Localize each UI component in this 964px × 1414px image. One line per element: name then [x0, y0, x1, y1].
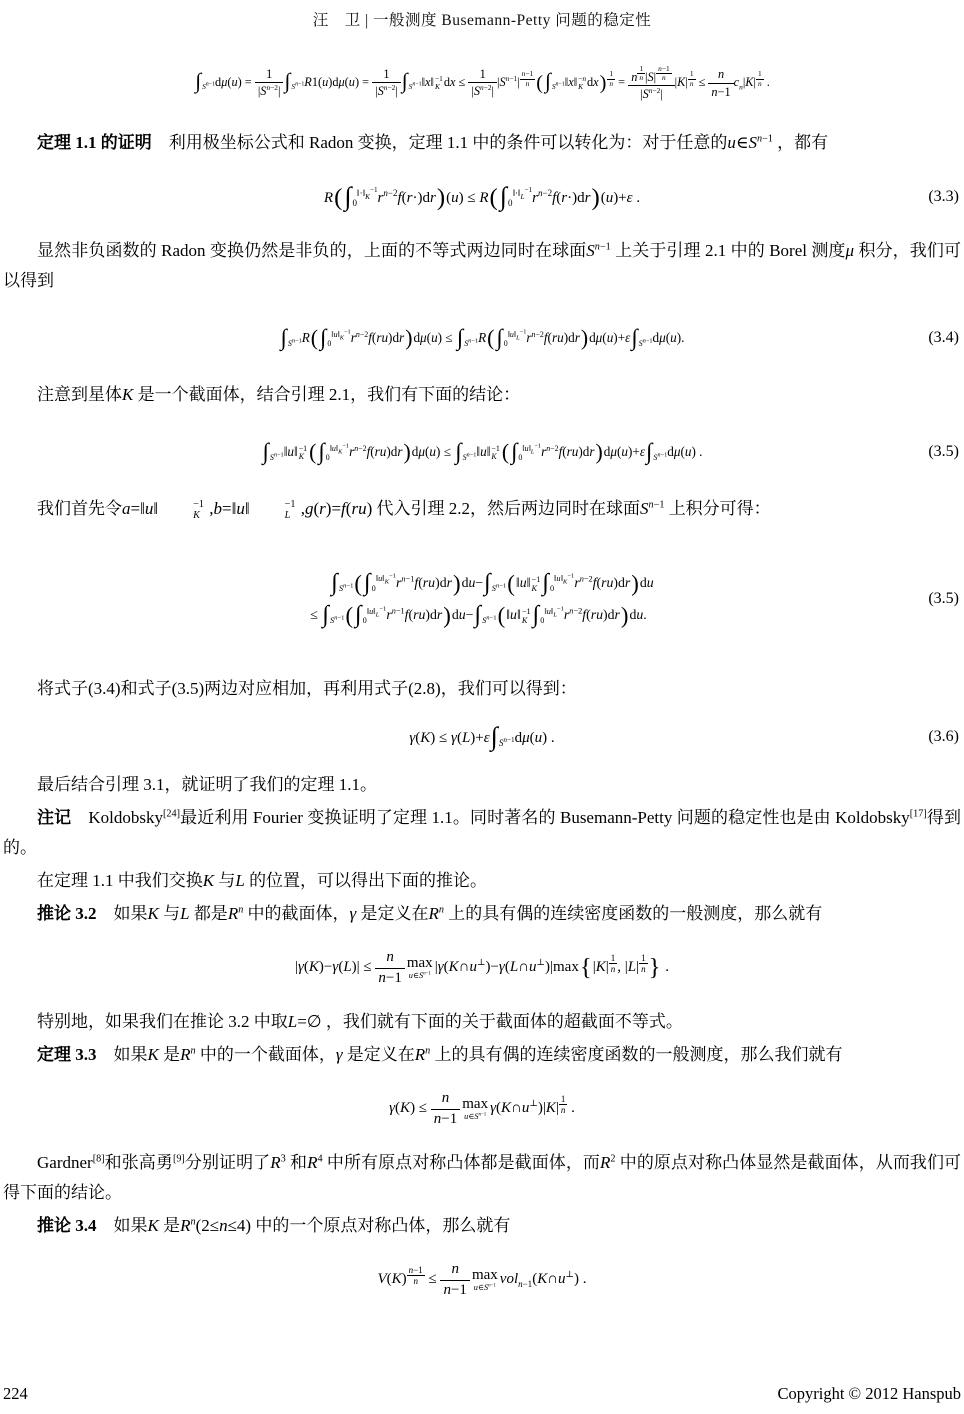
- paragraph-conclusion-proof: 最后结合引理 3.1，就证明了我们的定理 1.1。: [37, 775, 377, 794]
- equation-body: γ(K) ≤ $\frac{n}{n-1}$ max $u\in S^{n-1}$ γ(K∩u⊥)|K| $^{\frac{1}{n}}$ .: [389, 1090, 575, 1127]
- equation-chain-estimate: [3, 44, 961, 122]
- equation-tag: (3.6): [928, 728, 959, 745]
- equation-3-4: [3, 306, 961, 370]
- running-header-title: 汪 卫 | 一般测度 Busemann-Petty 问题的稳定性: [312, 12, 652, 29]
- equation-body: $\gamma(K) \le \gamma(L)+\varepsilon\int_{S^{n-1}}d\mu(u)$ .: [409, 722, 555, 752]
- paragraph-corollary-3-4: 推论 3.4 如果K 是$R^n(2\le n\le 4)$ 中的一个原点对称凸体，那么就有: [37, 1216, 511, 1235]
- paragraph-remark-koldobsky: 注记 Koldobsky[24]最近利用 Fourier 变换证明了定理 1.1。同时著名的 Busemann-Petty 问题的稳定性也是由 Koldobsky[17]得到的。: [3, 808, 962, 857]
- equation-body: $R(\int_0^{‖\cdot‖_K^{-1}}r^{n-2}f(r\cdot)dr)(u) \le R(\int_0^{‖\cdot‖_L^{-1}}r^{n-2}f(r\cdot)dr)(u)+\varepsilon$ .: [323, 181, 641, 211]
- page-footer: [2, 1384, 962, 1404]
- equation-tag: (3.4): [928, 329, 959, 346]
- equation-3-5-derivation: [3, 534, 961, 664]
- equation-3-5: [3, 420, 961, 484]
- equation-tag: (3.5): [928, 590, 959, 607]
- equation-body: $\int_{S^{n-1}}‖u‖$ −1 K $(\int_0^{‖u‖_K^{-1}}r^{n-2}f(ru)dr)d\mu(u)$ ≤ $\int_{S^{n-1}}‖u‖$ −1 K $(\int_0^{‖u‖_L^{-1}}r^{n-2}f(ru)dr)d\mu(u)+\varepsilon\int_{S^{n-1}}d\mu(u)$ .: [262, 438, 703, 465]
- paragraph-swap-k-l: 在定理 1.1 中我们交换K 与L 的位置，可以得出下面的推论。: [37, 871, 488, 890]
- equation-tag: (3.5): [928, 443, 959, 460]
- equation-body: $\int_{S^{n-1}}d\mu(u)$ = $\frac{1}{|S^{n-2}|}$ $\int_{S^{n-1}}R1(u)d\mu(u)$ = $\frac{1}{|S^{n-2}|}$ $\int_{S^{n-1}}‖x‖$ −1 K dx ≤ $\frac{1}{|S^{n-2}|}$ $|S^{n-1}|$ $^{\frac{n-1}{n}}$ ($\int_{S^{n-1}}‖x‖$ −n K dx) $^{\frac{1}{n}}$ = n $^{\frac{1}{n}}$ |S| $^{\frac{n-1}{n}}$ $|S^{n-2}|$ |K| $^{\frac{1}{n}}$ ≤ $\frac{n}{n-1}$ $c_n|K|$ $^{\frac{1}{n}}$ .: [195, 63, 770, 101]
- equation-body: $\int_{S^{n-1}}R(\int_0^{‖u‖_K^{-1}}r^{n-2}f(ru)dr)d\mu(u) \le \int_{S^{n-1}}R(\int_0^{‖u‖_L^{-1}}r^{n-2}f(ru)dr)d\mu(u)+\varepsilon\int_{S^{n-1}}d\mu(u)$.: [280, 324, 685, 351]
- paragraph-special-case: 特别地，如果我们在推论 3.2 中取L=∅ ，我们就有下面的关于截面体的超截面不等式。: [37, 1012, 683, 1031]
- equation-tag: (3.3): [928, 188, 959, 205]
- running-header: [2, 6, 962, 30]
- equation-corollary-3-2: [3, 939, 961, 997]
- paragraph-theorem-1-1-proof: 定理 1.1 的证明 利用极坐标公式和 Radon 变换，定理 1.1 中的条件可以转化为：对于任意的$u\in S^{n-1}$ ，都有: [37, 133, 829, 152]
- paragraph-theorem-3-3: 定理 3.3 如果K 是$R^n$ 中的一个截面体，γ 是定义在$R^n$ 上的具有偶的连续密度函数的一般测度，那么我们就有: [37, 1045, 843, 1064]
- equation-corollary-3-4: [3, 1251, 961, 1309]
- equation-body: V(K) $^{\frac{n-1}{n}}$ ≤ $\frac{n}{n-1}$ max $u\in S^{n-1}$ vol$_{n-1}$(K∩u⊥) .: [377, 1261, 587, 1298]
- equation-line-1: $\int_{S^{n-1}}(\int_0^{‖u‖_K^{-1}}r^{n-1}f(ru)dr)du-\int_{S^{n-1}}(‖u‖$ −1 K $\int_0^{‖u‖_K^{-1}}r^{n-2}f(ru)dr)du$: [331, 568, 654, 596]
- footer-copyright: Copyright © 2012 Hanspub: [777, 1384, 961, 1403]
- paragraph-gardner-zhang: Gardner[8]和张高勇[9]分别证明了$R^3$ 和$R^4$ 中所有原点对称凸体都是截面体，而$R^2$ 中的原点对称凸体显然是截面体，从而我们可得下面的结论。: [3, 1153, 962, 1202]
- paragraph-substitution: 我们首先令a=‖u‖ −1 K ,b=‖u‖ −1 L ,g(r)=f(ru) 代入引理 2.2，然后两边同时在球面$S^{n-1}$ 上积分可得：: [37, 498, 771, 522]
- paragraph-radon-nonnegative: 显然非负函数的 Radon 变换仍然是非负的，上面的不等式两边同时在球面$S^{n-1}$ 上关于引理 2.1 中的 Borel 测度μ 积分，我们可以得到: [3, 241, 962, 290]
- equation-3-3: [3, 168, 961, 226]
- footer-page-number: 224: [3, 1384, 28, 1403]
- page-content: [2, 30, 962, 1384]
- paragraph-star-body: 注意到星体K 是一个截面体，结合引理 2.1，我们有下面的结论：: [37, 385, 521, 404]
- equation-body: |γ(K)−γ(L)| ≤ $\frac{n}{n-1}$ max $u\in S^{n-1}$ |γ(K∩u⊥)−γ(L∩u⊥)|max{|K| $^{\frac{1}{n}}$ , |L| $^{\frac{1}{n}}$ } .: [294, 949, 670, 986]
- equation-line-2: ≤ $\int_{S^{n-1}}(\int_0^{‖u‖_L^{-1}}r^{n-1}f(ru)dr)du-\int_{S^{n-1}}(‖u‖$ −1 K $\int_0^{‖u‖_L^{-1}}r^{n-2}f(ru)dr)du$.: [310, 601, 647, 628]
- equation-3-6: [3, 714, 961, 760]
- equation-theorem-3-3: [3, 1080, 961, 1138]
- equation-body: [310, 568, 654, 628]
- paragraph-add-formulas: 将式子(3.4)和式子(3.5)两边对应相加，再利用式子(2.8)，我们可以得到：: [37, 679, 577, 698]
- paragraph-corollary-3-2: 推论 3.2 如果K 与L 都是$R^n$ 中的截面体，γ 是定义在$R^n$ 上的具有偶的连续密度函数的一般测度，那么就有: [37, 904, 823, 923]
